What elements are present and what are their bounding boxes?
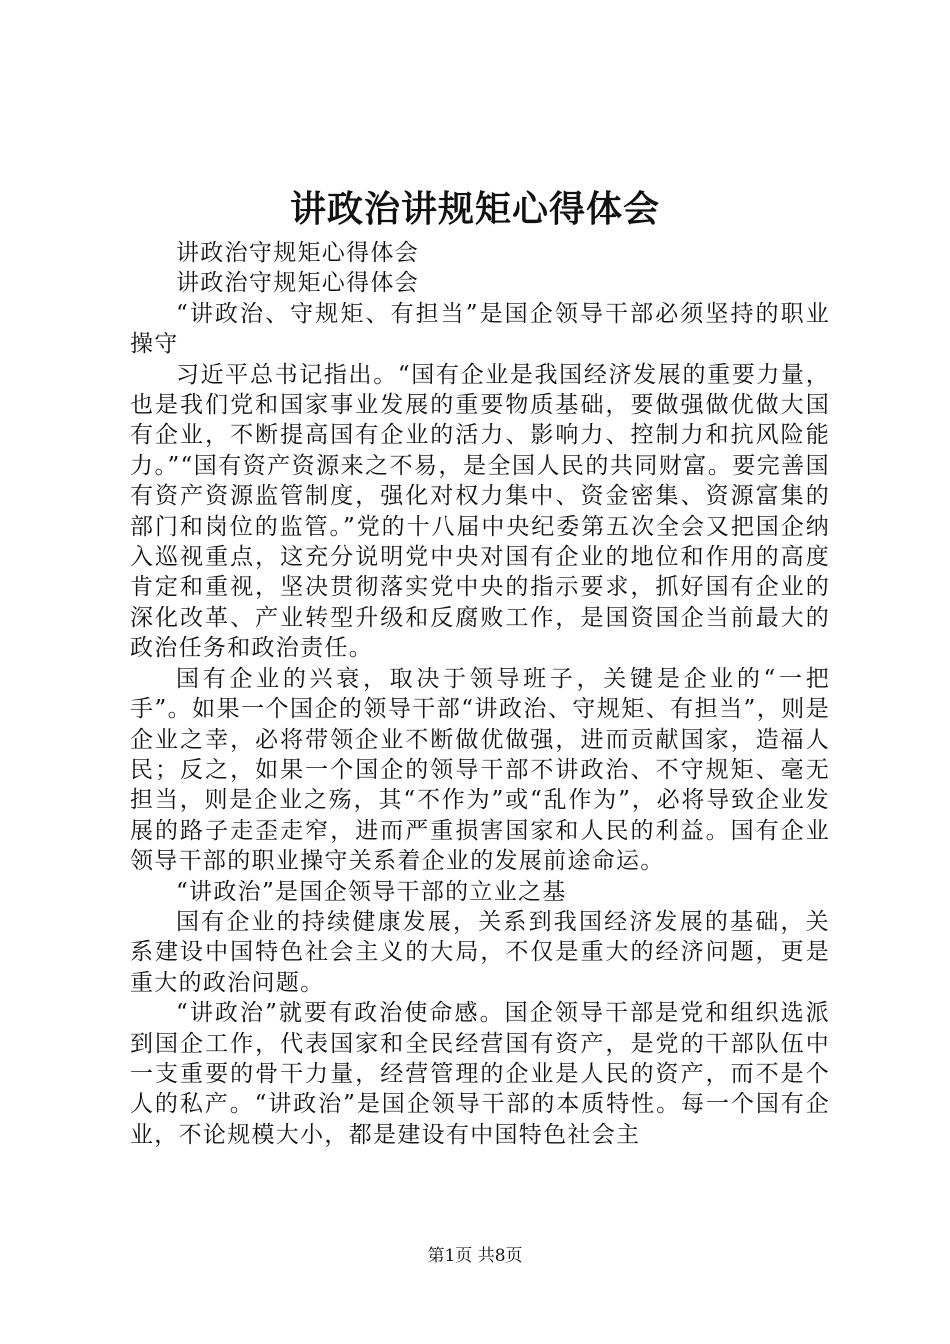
paragraph: “讲政治”就要有政治使命感。国企领导干部是党和组织选派到国企工作，代表国家和全民经营国有资产，是党的干部队伍中一支重要的骨干力量，经营管理的企业是人民的资产，而不是个人的私产。“讲政治”是国企领导干部的本质特性。每一个国有企业，不论规模大小，都是建设有中国特色社会主: [130, 1000, 830, 1148]
paragraph: 国有企业的持续健康发展，关系到我国经济发展的基础，关系建设中国特色社会主义的大局，不仅是重大的经济问题，更是重大的政治问题。: [130, 908, 830, 996]
paragraph: 讲政治守规矩心得体会: [176, 240, 419, 266]
document-body: [130, 238, 830, 1150]
paragraph: 习近平总书记指出。“国有企业是我国经济发展的重要力量，也是我们党和国家事业发展的重要物质基础，要做强做优做大国有企业，不断提高国有企业的活力、影响力、控制力和抗风险能力。”“国有资产资源来之不易，是全国人民的共同财富。要完善国有资产资源监管制度，强化对权力集中、资金密集、资源富集的部门和岗位的监管。”党的十八届中央纪委第五次全会又把国企纳入巡视重点，这充分说明党中央对国有企业的地位和作用的高度肯定和重视，坚决贯彻落实党中央的指示要求，抓好国有企业的深化改革、产业转型升级和反腐败工作，是国资国企当前最大的政治任务和政治责任。: [130, 361, 830, 662]
paragraph: “讲政治、守规矩、有担当”是国企领导干部必须坚持的职业操守: [130, 300, 830, 358]
document-title: 讲政治讲规矩心得体会: [289, 188, 660, 230]
section-heading: “讲政治”是国企领导干部的立业之基: [176, 878, 567, 905]
paragraph: 讲政治守规矩心得体会: [176, 270, 419, 297]
paragraph: 国有企业的兴衰，取决于领导班子，关键是企业的“一把手”。如果一个国企的领导干部“讲政治、守规矩、有担当”，则是企业之幸，必将带领企业不断做优做强，进而贡献国家，造福人民；反之，如果一个国企的领导干部不讲政治、不守规矩、毫无担当，则是企业之殇，其“不作为”或“乱作为”，必将导致企业发展的路子走歪走窄，进而严重损害国家和人民的利益。国有企业领导干部的职业操守关系着企业的发展前途命运。: [130, 665, 830, 875]
page-footer: 第1页 共8页: [427, 1246, 523, 1266]
